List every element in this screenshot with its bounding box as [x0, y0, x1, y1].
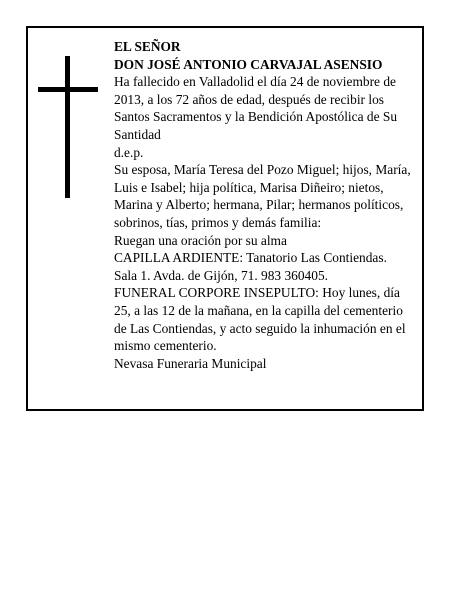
notice-body-line: sobrinos, tías, primos y demás familia: — [114, 214, 322, 230]
notice-body-line: Su esposa, María Teresa del Pozo Miguel; hijos, María, — [114, 162, 411, 178]
notice-body-line: Ha fallecido en Valladolid el día 24 de noviembre de — [114, 74, 396, 90]
obituary-notice — [26, 26, 424, 411]
funeral-line: FUNERAL CORPORE INSEPULTO: Hoy lunes, día — [114, 285, 400, 301]
notice-body-line: Luis e Isabel; hija política, Marisa Diñeiro; nietos, — [114, 179, 384, 195]
notice-title-line-1: EL SEÑOR — [114, 39, 181, 54]
notice-body-line: Santos Sacramentos y la Bendición Apostólica de Su — [114, 109, 398, 125]
notice-body-line: Marina y Alberto; hermana, Pilar; hermanos políticos, — [114, 197, 404, 213]
notice-text — [114, 38, 420, 372]
deceased-name: DON JOSÉ ANTONIO CARVAJAL ASENSIO — [114, 56, 383, 72]
chapel-line: CAPILLA ARDIENTE: Tanatorio Las Contiendas. — [114, 250, 387, 266]
prayer-request-line: Ruegan una oración por su alma — [114, 232, 287, 248]
notice-body-line: de Las Contiendas, y acto seguido la inhumación en el — [114, 320, 406, 336]
notice-body-line: Santidad — [114, 126, 161, 142]
cross-vertical-bar — [65, 56, 70, 198]
cross-icon — [38, 56, 98, 198]
notice-body-line: 2013, a los 72 años de edad, después de recibir los — [114, 91, 384, 107]
address-line: Sala 1. Avda. de Gijón, 71. 983 360405. — [114, 267, 328, 283]
notice-body-line: 25, a las 12 de la mañana, en la capilla del cementerio — [114, 302, 403, 318]
notice-body-line: mismo cementerio. — [114, 338, 217, 354]
cross-horizontal-bar — [38, 87, 98, 92]
funeral-home-line: Nevasa Funeraria Municipal — [114, 355, 267, 371]
dep-line: d.e.p. — [114, 144, 144, 160]
